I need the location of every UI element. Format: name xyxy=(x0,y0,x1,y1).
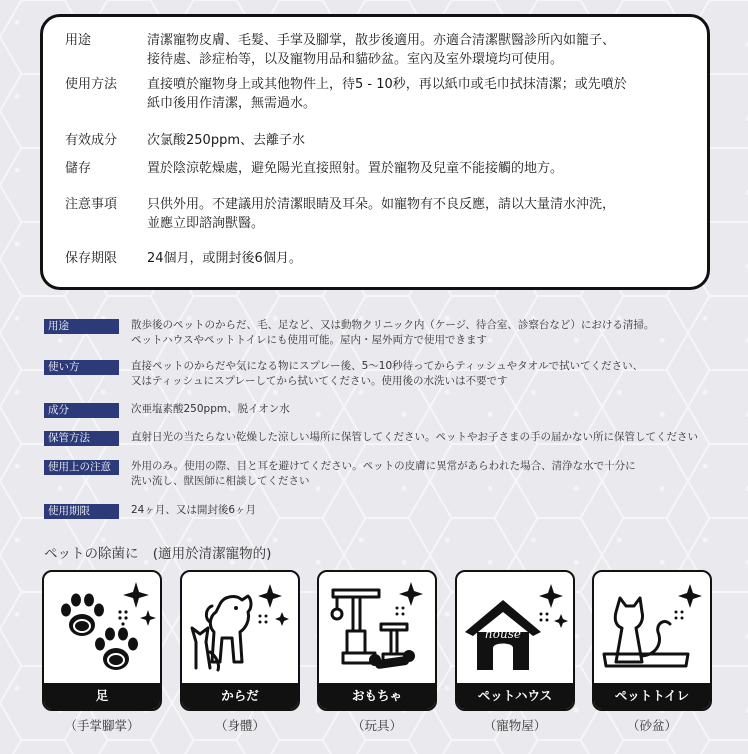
zh-key: 有效成分 xyxy=(65,133,118,148)
icon-card-feet xyxy=(42,570,162,711)
jp-value xyxy=(119,359,724,389)
jp-row-ingredients xyxy=(44,402,724,418)
icon-label: 足 xyxy=(44,683,160,709)
icon-card-body xyxy=(180,570,300,711)
zh-line: 24個月，或開封後6個月。 xyxy=(147,251,302,266)
zh-row-usage xyxy=(63,31,689,75)
zh-value xyxy=(147,159,689,195)
zh-value xyxy=(147,75,689,131)
zh-line: 並應立即諮詢獸醫。 xyxy=(147,216,265,231)
jp-key: 使用上の注意 xyxy=(44,460,119,475)
jp-line: 直接ペットのからだや気になる物にスプレー後、5〜10秒待ってからティッシュやタオルで拭いてください、 xyxy=(131,360,644,372)
jp-line: 洗い流し、獣医師に相談してください xyxy=(131,475,310,487)
jp-row-shelf-life xyxy=(44,503,724,519)
icon-subtitle: （手掌腳掌） xyxy=(64,718,140,733)
jp-line: ペットハウスやペットトイレにも使用可能。屋内・屋外両方で使用できます xyxy=(131,334,487,346)
zh-key: 保存期限 xyxy=(65,251,118,266)
jp-row-method xyxy=(44,359,724,389)
dog-cat-icon xyxy=(182,572,298,685)
jp-key: 使用期限 xyxy=(44,504,119,519)
zh-line: 直接噴於寵物身上或其他物件上，待5 - 10秒，再以紙巾或毛巾拭抹清潔；或先噴於 xyxy=(147,77,627,92)
zh-row-method xyxy=(63,75,689,131)
zh-value xyxy=(147,131,689,159)
jp-value xyxy=(119,503,724,519)
jp-value xyxy=(119,402,724,418)
icon-subtitle: （玩具） xyxy=(351,718,402,733)
jp-row-usage xyxy=(44,318,724,348)
zh-line: 次氯酸250ppm、去離子水 xyxy=(147,133,305,148)
icon-subtitle: （身體） xyxy=(214,718,265,733)
section-title-jp: ペットの除菌に xyxy=(44,546,139,562)
jp-value xyxy=(119,318,724,348)
usage-section-title xyxy=(44,542,271,562)
jp-row-precautions xyxy=(44,459,724,489)
zh-line: 只供外用。不建議用於清潔眼睛及耳朵。如寵物有不良反應，請以大量清水沖洗， xyxy=(147,197,616,212)
zh-row-ingredients xyxy=(63,131,689,159)
icon-card-pet-house xyxy=(455,570,575,711)
jp-line: 又はティッシュにスプレーしてから拭いてください。使用後の水洗いは不要です xyxy=(131,375,508,387)
icon-card-litter xyxy=(592,570,712,711)
toys-icon xyxy=(319,572,435,685)
jp-line: 外用のみ。使用の際、目と耳を避けてください。ペットの皮膚に異常があらわれた場合、清浄な水で十分に xyxy=(131,460,636,472)
zh-value xyxy=(147,31,689,75)
pet-house-icon xyxy=(457,572,573,685)
jp-key: 成分 xyxy=(44,403,119,418)
jp-line: 次亜塩素酸250ppm、脱イオン水 xyxy=(131,403,290,415)
chinese-info-card xyxy=(40,14,710,290)
jp-line: 散歩後のペットのからだ、毛、足など、又は動物クリニック内（ケージ、待合室、診察台など）における清掃。 xyxy=(131,319,655,331)
zh-value xyxy=(147,249,689,279)
zh-line: 清潔寵物皮膚、毛髮、手掌及腳掌，散步後適用。亦適合清潔獸醫診所內如籠子、 xyxy=(147,33,616,48)
jp-value xyxy=(119,430,724,446)
icon-card-toys xyxy=(317,570,437,711)
icon-subtitle: （砂盆） xyxy=(626,718,677,733)
jp-line: 24ヶ月、又は開封後6ヶ月 xyxy=(131,504,257,516)
jp-key: 用途 xyxy=(44,319,119,334)
zh-row-storage xyxy=(63,159,689,195)
jp-row-storage xyxy=(44,430,724,446)
section-title-zh: (適用於清潔寵物的) xyxy=(152,546,272,562)
jp-key: 保管方法 xyxy=(44,431,119,446)
zh-key: 注意事項 xyxy=(65,197,118,212)
jp-line: 直射日光の当たらない乾燥した涼しい場所に保管してください。ペットやお子さまの手の届かない所に保管してください xyxy=(131,431,698,443)
jp-key: 使い方 xyxy=(44,360,119,375)
cat-litter-icon xyxy=(594,572,710,685)
jp-value xyxy=(119,459,724,489)
zh-key: 用途 xyxy=(65,33,92,48)
icon-label: ペットハウス xyxy=(457,683,573,709)
zh-row-shelf-life xyxy=(63,249,689,279)
paws-icon xyxy=(44,572,160,685)
zh-line: 接待處、診症枱等，以及寵物用品和貓砂盆。室內及室外環境均可使用。 xyxy=(147,52,564,67)
zh-line: 置於陰涼乾燥處，避免陽光直接照射。置於寵物及兒童不能接觸的地方。 xyxy=(147,161,564,176)
zh-key: 儲存 xyxy=(65,161,92,176)
zh-line: 紙巾後用作清潔，無需過水。 xyxy=(147,96,317,111)
zh-key: 使用方法 xyxy=(65,77,118,92)
icon-subtitle: （寵物屋） xyxy=(483,718,547,733)
icon-label: おもちゃ xyxy=(319,683,435,709)
svg-text:house: house xyxy=(485,627,521,641)
icon-label: ペットトイレ xyxy=(594,683,710,709)
zh-value xyxy=(147,195,689,249)
icon-label: からだ xyxy=(182,683,298,709)
zh-row-precautions xyxy=(63,195,689,249)
